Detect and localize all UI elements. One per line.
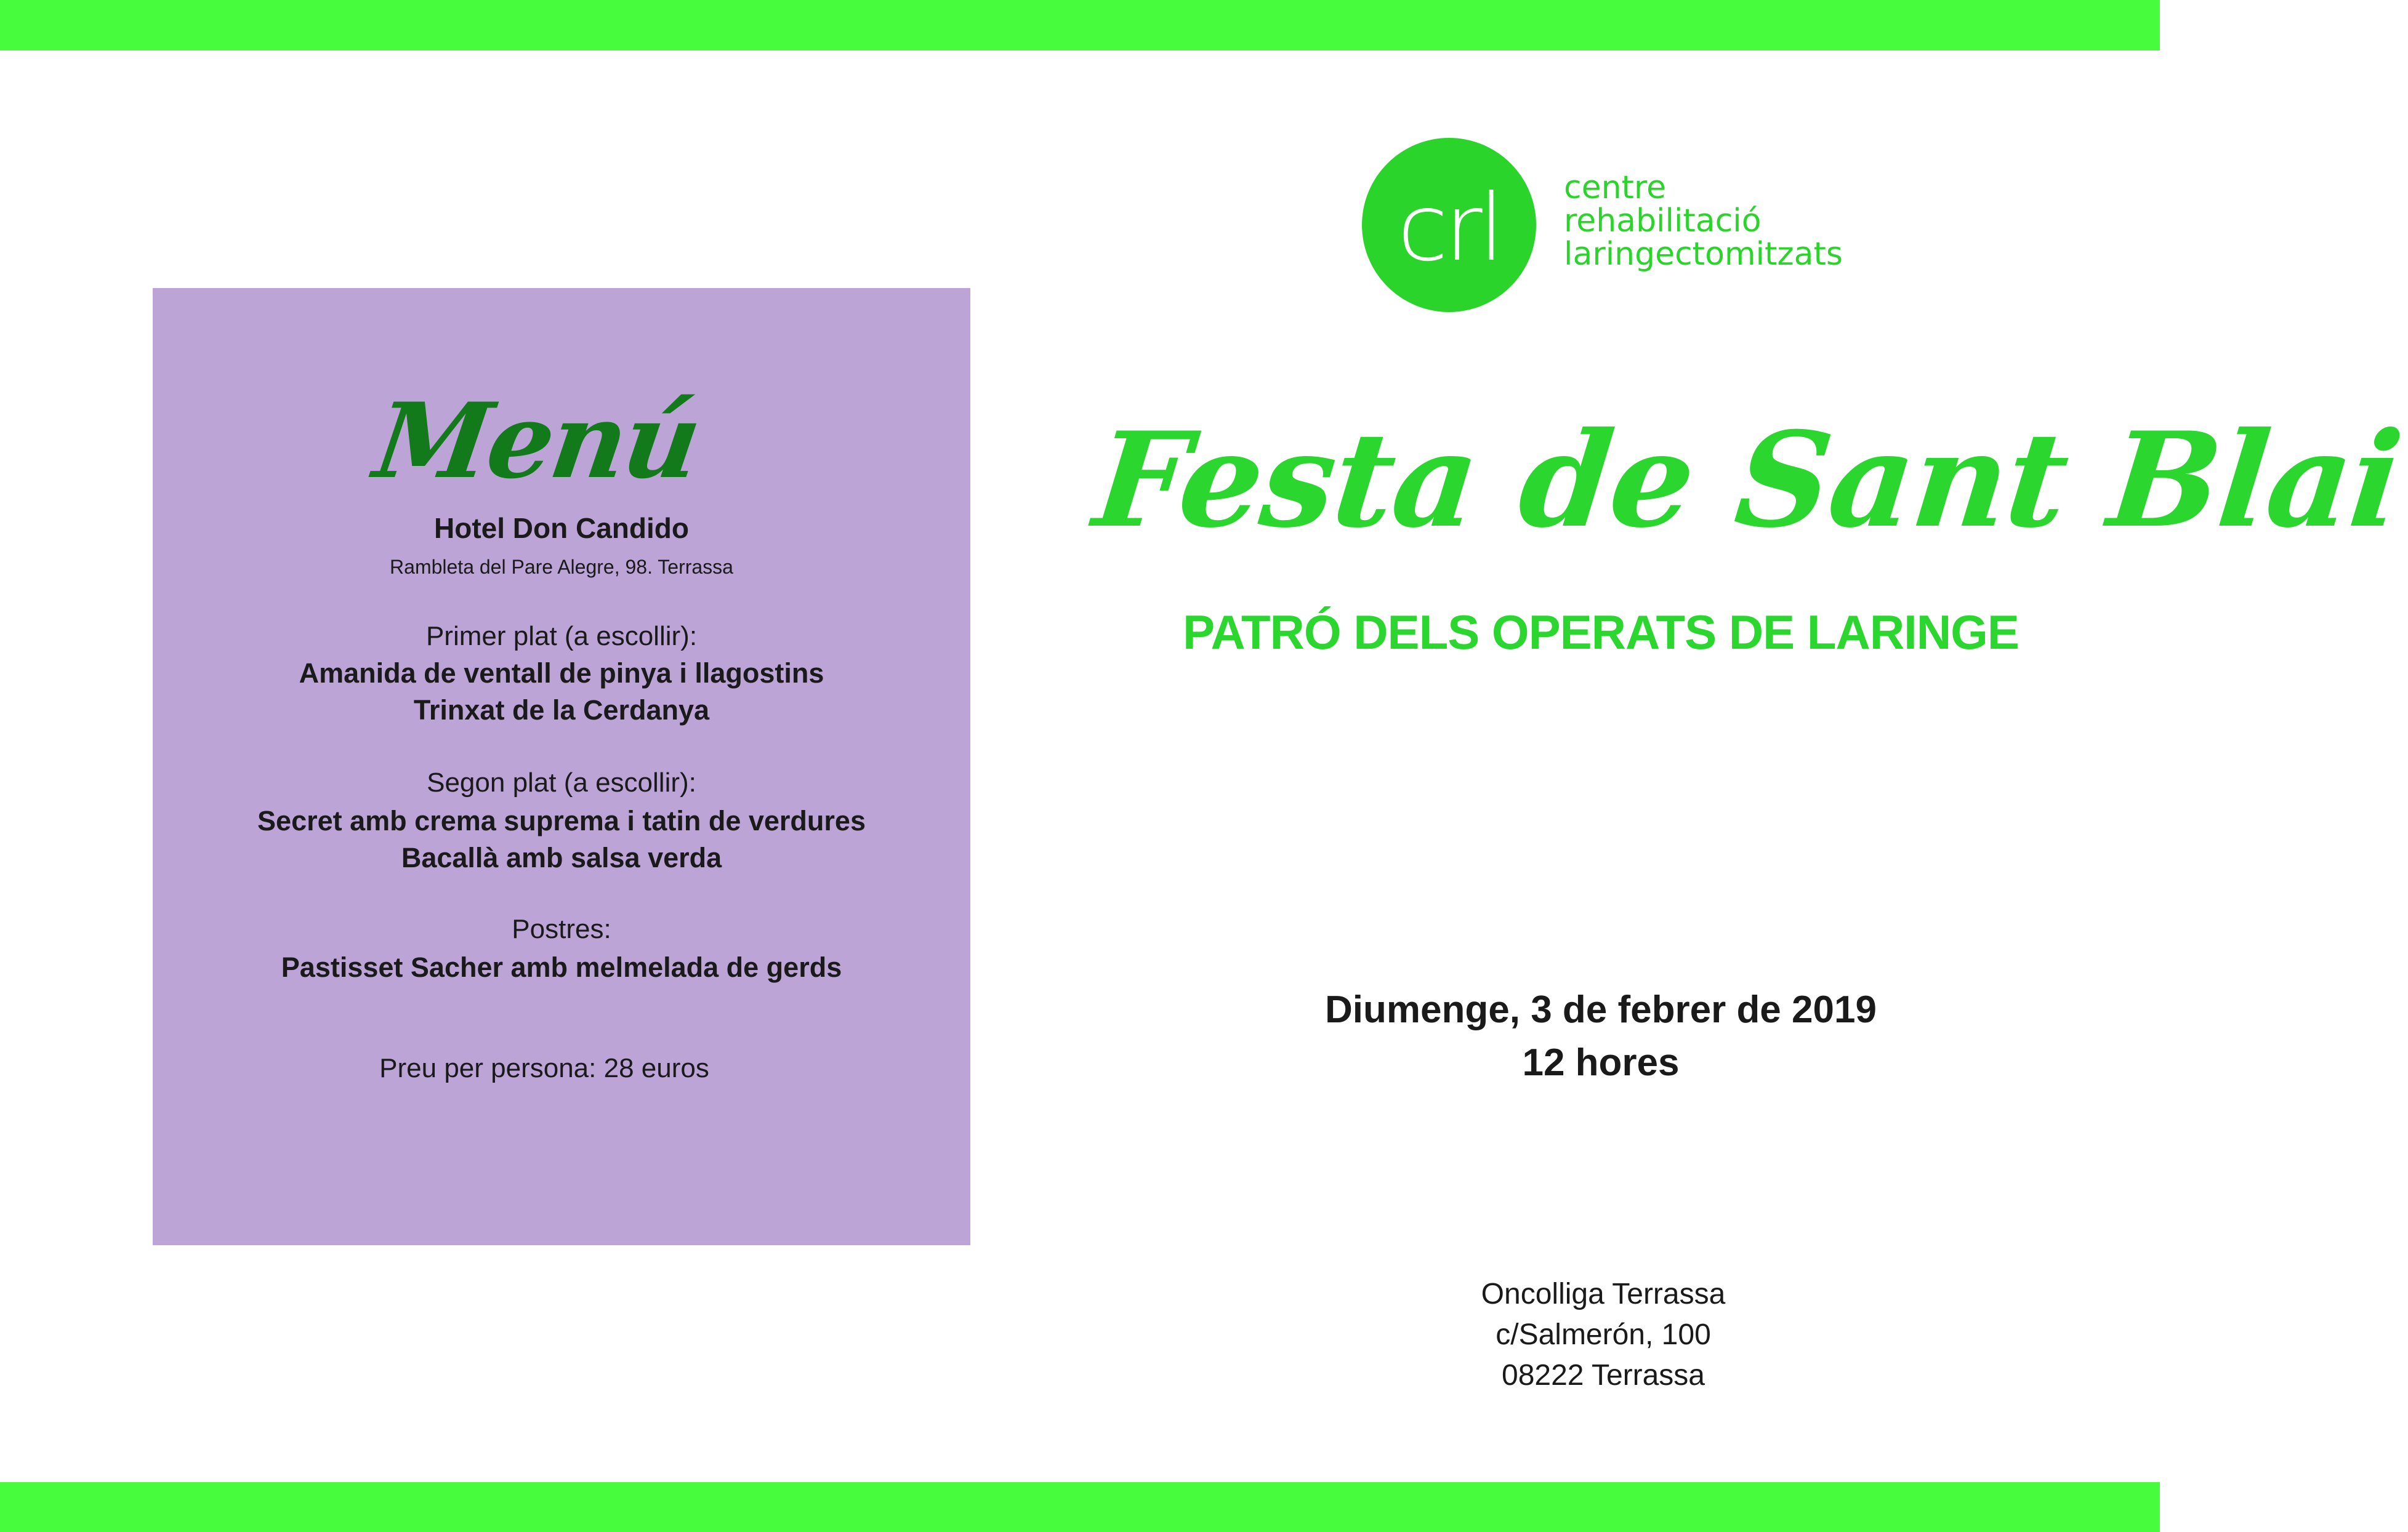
dessert-dish: Pastisset Sacher amb melmelada de gerds (281, 952, 842, 983)
logo-initials: crl (1397, 175, 1501, 282)
event-title: Festa de Sant Blai (1087, 403, 2408, 556)
hotel-address: Rambleta del Pare Alegre, 98. Terrassa (390, 556, 733, 578)
bottom-green-band (0, 1482, 2160, 1532)
logo-line: centre (1564, 169, 1667, 206)
first-course-dish: Amanida de ventall de pinya i llagostins (299, 657, 824, 689)
menu-panel (153, 288, 970, 1245)
logo-line: rehabilitació (1564, 203, 1762, 239)
venue-address (1231, 1274, 1975, 1396)
second-course-dish: Bacallà amb salsa verda (401, 842, 722, 873)
dessert-label: Postres: (512, 914, 611, 944)
venue-name: Oncolliga Terrassa (1481, 1278, 1726, 1310)
first-course-dish: Trinxat de la Cerdanya (413, 694, 710, 726)
event-date: Diumenge, 3 de febrer de 2019 (1325, 989, 1877, 1031)
logo-line: laringectomitzats (1564, 236, 1843, 273)
event-time: 12 hores (1522, 1041, 1680, 1084)
venue-street: c/Salmerón, 100 (1496, 1318, 1711, 1351)
event-subtitle: PATRÓ DELS OPERATS DE LARINGE (1183, 605, 2019, 659)
price-per-person: Preu per persona: 28 euros (379, 1053, 709, 1083)
second-course-dish: Secret amb crema suprema i tatin de verdures (257, 805, 866, 836)
menu-title: Menú (368, 380, 706, 502)
crl-logo-mark (1362, 138, 1536, 312)
top-green-band (0, 0, 2160, 50)
hotel-name: Hotel Don Candido (434, 512, 689, 544)
second-course-label: Segon plat (a escollir): (427, 768, 696, 798)
logo-wordmark (1564, 171, 1843, 271)
first-course-label: Primer plat (a escollir): (425, 621, 698, 651)
event-datetime (1158, 984, 2044, 1089)
venue-city: 08222 Terrassa (1502, 1359, 1705, 1392)
